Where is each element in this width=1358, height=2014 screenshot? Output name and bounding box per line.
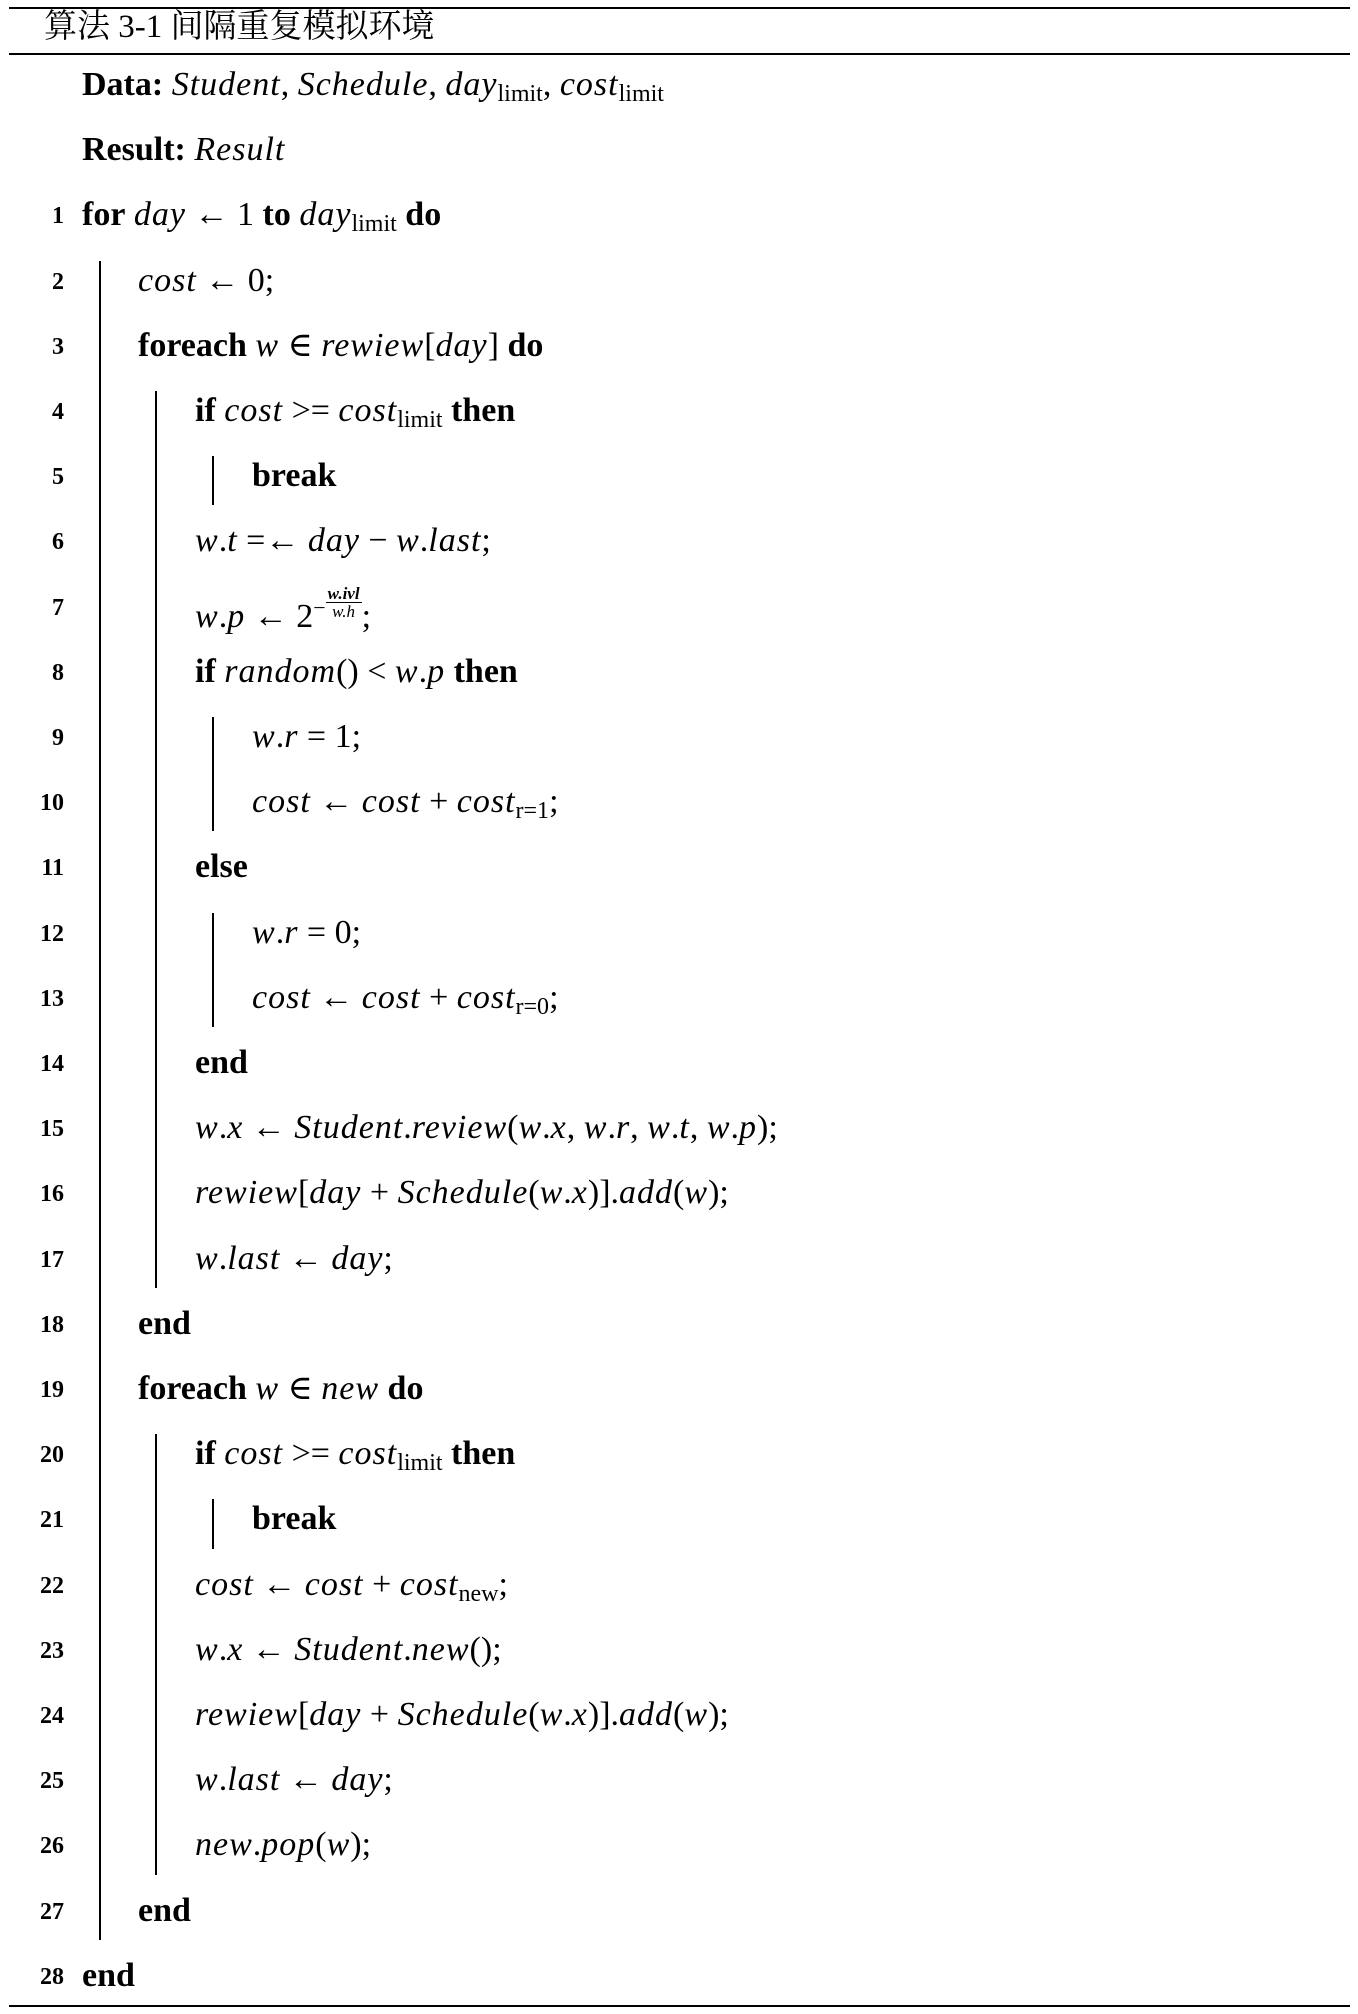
code-text: if random() < w.p then xyxy=(195,652,518,690)
code-text: cost ← cost + cost$_{r=0}$; xyxy=(252,978,559,1020)
line-number: 11 xyxy=(41,855,64,882)
algorithm-line xyxy=(0,1815,1358,1880)
line-number: 16 xyxy=(40,1181,64,1208)
line-number: 8 xyxy=(52,659,64,686)
algorithm-line xyxy=(0,1685,1358,1750)
block-rule xyxy=(212,913,214,1027)
code-text: new.pop(w); xyxy=(195,1826,372,1864)
algorithm-line xyxy=(0,1946,1358,2011)
algorithm-line xyxy=(0,1489,1358,1554)
bottom-rule xyxy=(9,2005,1350,2007)
code-text: Data: Student, Schedule, day$_{limit}$, cost$_{limit}$ xyxy=(82,66,664,107)
block-rule xyxy=(155,1434,157,1874)
algorithm-line xyxy=(0,837,1358,902)
algorithm-line xyxy=(0,185,1358,250)
line-number: 5 xyxy=(52,464,64,491)
line-number: 6 xyxy=(52,529,64,556)
algorithm-line xyxy=(0,1359,1358,1424)
algorithm-line xyxy=(0,1098,1358,1163)
algorithm-line xyxy=(0,1555,1358,1620)
line-number: 10 xyxy=(40,790,64,817)
code-text: end xyxy=(82,1956,135,1994)
code-text: break xyxy=(252,1500,337,1538)
block-rule xyxy=(212,717,214,831)
code-text: if cost >= cost$_{limit}$ then xyxy=(195,392,516,433)
line-number: 18 xyxy=(40,1311,64,1338)
code-text: foreach w ∈ new do xyxy=(138,1370,424,1407)
line-number: 1 xyxy=(52,203,64,230)
code-text: w.last ← day; xyxy=(195,1761,393,1799)
algorithm-line xyxy=(0,446,1358,511)
line-number: 20 xyxy=(40,1442,64,1469)
algorithm-line xyxy=(0,1163,1358,1228)
algorithm-line xyxy=(0,251,1358,316)
block-rule xyxy=(212,1499,214,1548)
algorithm-line xyxy=(0,903,1358,968)
code-text: cost ← 0; xyxy=(138,261,275,299)
algorithm-line xyxy=(0,1881,1358,1946)
line-number: 15 xyxy=(40,1116,64,1143)
line-number: 2 xyxy=(52,268,64,295)
code-text: end xyxy=(138,1304,191,1342)
line-number: 22 xyxy=(40,1572,64,1599)
code-text: if cost >= cost$_{limit}$ then xyxy=(195,1435,516,1477)
line-number: 9 xyxy=(52,725,64,751)
algorithm-line xyxy=(0,707,1358,772)
algorithm-line xyxy=(0,577,1358,642)
line-number: 28 xyxy=(40,1963,64,1990)
algorithm-line xyxy=(0,55,1358,120)
line-number: 3 xyxy=(52,333,64,360)
code-text: cost ← cost + cost$_{r=1}$; xyxy=(252,783,559,825)
code-text: w.r = 1; xyxy=(252,718,362,755)
line-number: 21 xyxy=(40,1507,64,1534)
code-text: rewiew[day + Schedule(w.x)].add(w); xyxy=(195,1696,729,1733)
algorithm-line xyxy=(0,1620,1358,1685)
algorithm-line xyxy=(0,120,1358,185)
algorithm-line xyxy=(0,1033,1358,1098)
block-rule xyxy=(155,391,157,1288)
line-number: 27 xyxy=(40,1898,64,1925)
line-number: 17 xyxy=(40,1246,64,1273)
algorithm-line xyxy=(0,1294,1358,1359)
code-text: end xyxy=(138,1891,191,1929)
algorithm-line xyxy=(0,968,1358,1033)
algorithm-caption: 算法 3-1 间隔重复模拟环境 xyxy=(44,9,435,45)
line-number: 4 xyxy=(52,399,64,425)
block-rule xyxy=(212,456,214,505)
code-text: w.t =← day − w.last; xyxy=(195,522,491,560)
line-number: 26 xyxy=(40,1833,64,1860)
algorithm-line xyxy=(0,1229,1358,1294)
algorithm-line xyxy=(0,316,1358,381)
algorithm-line xyxy=(0,772,1358,837)
line-number: 19 xyxy=(40,1377,64,1403)
code-text: Result: Result xyxy=(82,131,286,169)
line-number: 7 xyxy=(52,594,64,621)
algorithm-line xyxy=(0,511,1358,576)
code-text: else xyxy=(195,848,248,886)
code-text: w.p ← 2− $\frac{\text{w.ivl}}{w.h}$ ; xyxy=(195,583,372,635)
algorithm-line xyxy=(0,1424,1358,1489)
line-number: 23 xyxy=(40,1637,64,1664)
code-text: w.last ← day; xyxy=(195,1239,393,1277)
code-text: cost ← cost + cost$_{new}$; xyxy=(195,1565,508,1607)
algorithm-line xyxy=(0,381,1358,446)
code-text: for day ← 1 to day$_{limit}$ do xyxy=(82,196,442,238)
algorithm-line xyxy=(0,1750,1358,1815)
algorithm-line xyxy=(0,642,1358,707)
code-text: w.x ← Student.review(w.x, w.r, w.t, w.p); xyxy=(195,1109,778,1147)
code-text: foreach w ∈ rewiew[day] do xyxy=(138,326,544,364)
code-text: w.r = 0; xyxy=(252,913,362,951)
line-number: 24 xyxy=(40,1703,64,1729)
code-text: break xyxy=(252,457,337,495)
line-number: 12 xyxy=(40,920,64,947)
code-text: end xyxy=(195,1044,248,1081)
code-text: w.x ← Student.new(); xyxy=(195,1630,502,1668)
line-number: 13 xyxy=(40,985,64,1012)
block-rule xyxy=(99,261,101,1940)
line-number: 25 xyxy=(40,1768,64,1795)
line-number: 14 xyxy=(40,1051,64,1077)
code-text: rewiew[day + Schedule(w.x)].add(w); xyxy=(195,1174,729,1212)
